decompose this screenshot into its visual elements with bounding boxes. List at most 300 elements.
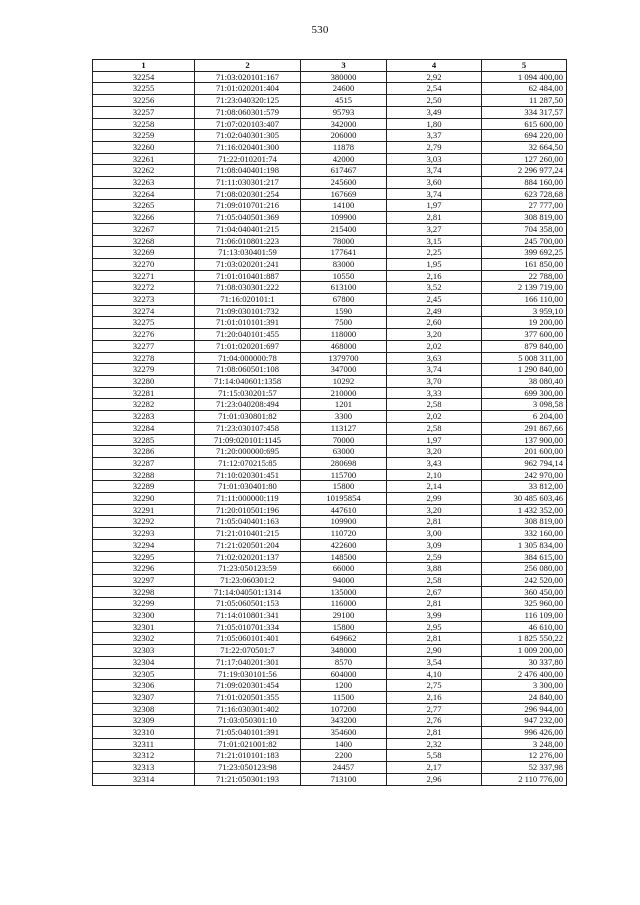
table-cell: 3,52 bbox=[387, 282, 482, 294]
table-row bbox=[93, 95, 567, 107]
table-cell: 30 485 603,46 bbox=[482, 493, 567, 505]
table-cell: 63000 bbox=[301, 446, 387, 458]
table-cell: 962 794,14 bbox=[482, 457, 567, 469]
table-cell: 399 692,25 bbox=[482, 247, 567, 259]
table-row bbox=[93, 773, 567, 785]
cadastral-value-table bbox=[92, 59, 567, 786]
table-cell: 704 358,00 bbox=[482, 223, 567, 235]
table-cell: 32305 bbox=[93, 668, 195, 680]
table-cell: 32293 bbox=[93, 528, 195, 540]
table-cell: 2 476 400,00 bbox=[482, 668, 567, 680]
table-cell: 71:07:020103:407 bbox=[195, 118, 301, 130]
table-cell: 2,32 bbox=[387, 738, 482, 750]
table-cell: 66000 bbox=[301, 563, 387, 575]
table-cell: 468000 bbox=[301, 340, 387, 352]
table-row bbox=[93, 106, 567, 118]
table-cell: 10292 bbox=[301, 375, 387, 387]
table-cell: 32 664,50 bbox=[482, 141, 567, 153]
table-cell: 14100 bbox=[301, 200, 387, 212]
table-cell: 2,81 bbox=[387, 598, 482, 610]
table-row bbox=[93, 762, 567, 774]
table-cell: 613100 bbox=[301, 282, 387, 294]
table-row bbox=[93, 691, 567, 703]
table-cell: 11878 bbox=[301, 141, 387, 153]
table-row bbox=[93, 270, 567, 282]
table-cell: 245600 bbox=[301, 177, 387, 189]
table-cell: 623 728,68 bbox=[482, 188, 567, 200]
table-cell: 71:05:060101:401 bbox=[195, 633, 301, 645]
table-row bbox=[93, 282, 567, 294]
table-cell: 3,74 bbox=[387, 364, 482, 376]
table-cell: 32258 bbox=[93, 118, 195, 130]
table-cell: 32255 bbox=[93, 83, 195, 95]
table-cell: 2,58 bbox=[387, 574, 482, 586]
table-row bbox=[93, 235, 567, 247]
table-cell: 2,59 bbox=[387, 551, 482, 563]
table-cell: 1 290 840,00 bbox=[482, 364, 567, 376]
table-cell: 32283 bbox=[93, 411, 195, 423]
table-cell: 94000 bbox=[301, 574, 387, 586]
table-cell: 3,20 bbox=[387, 329, 482, 341]
table-header-row bbox=[93, 60, 567, 72]
table-cell: 71:05:060501:153 bbox=[195, 598, 301, 610]
table-row bbox=[93, 223, 567, 235]
table-cell: 3,03 bbox=[387, 153, 482, 165]
table-cell: 5 008 311,00 bbox=[482, 352, 567, 364]
table-cell: 71:01:030801:82 bbox=[195, 411, 301, 423]
table-cell: 3,00 bbox=[387, 528, 482, 540]
table-cell: 71:03:020201:241 bbox=[195, 258, 301, 270]
table-cell: 71:08:020301:254 bbox=[195, 188, 301, 200]
table-cell: 135000 bbox=[301, 586, 387, 598]
table-cell: 377 600,00 bbox=[482, 329, 567, 341]
table-row bbox=[93, 750, 567, 762]
table-cell: 996 426,00 bbox=[482, 727, 567, 739]
table-cell: 116 109,00 bbox=[482, 610, 567, 622]
table-row bbox=[93, 258, 567, 270]
table-cell: 71:11:000000:119 bbox=[195, 493, 301, 505]
table-cell: 71:11:030301:217 bbox=[195, 177, 301, 189]
table-row bbox=[93, 574, 567, 586]
table-cell: 32306 bbox=[93, 680, 195, 692]
table-cell: 22 788,00 bbox=[482, 270, 567, 282]
table-cell: 617467 bbox=[301, 165, 387, 177]
table-cell: 2,16 bbox=[387, 270, 482, 282]
table-cell: 71:16:030301:402 bbox=[195, 703, 301, 715]
table-cell: 3,74 bbox=[387, 165, 482, 177]
table-cell: 32262 bbox=[93, 165, 195, 177]
table-cell: 71:21:010401:215 bbox=[195, 528, 301, 540]
table-row bbox=[93, 305, 567, 317]
table-cell: 71:04:040401:215 bbox=[195, 223, 301, 235]
table-cell: 71:14:010801:341 bbox=[195, 610, 301, 622]
table-row bbox=[93, 247, 567, 259]
table-cell: 71:08:060301:579 bbox=[195, 106, 301, 118]
table-cell: 2,67 bbox=[387, 586, 482, 598]
table-cell: 32310 bbox=[93, 727, 195, 739]
column-header: 1 bbox=[93, 60, 195, 72]
table-cell: 242 970,00 bbox=[482, 469, 567, 481]
table-cell: 8570 bbox=[301, 656, 387, 668]
table-cell: 3,54 bbox=[387, 656, 482, 668]
table-cell: 15800 bbox=[301, 621, 387, 633]
table-cell: 201 600,00 bbox=[482, 446, 567, 458]
table-cell: 245 700,00 bbox=[482, 235, 567, 247]
table-cell: 32291 bbox=[93, 504, 195, 516]
table-cell: 71:03:050301:10 bbox=[195, 715, 301, 727]
table-cell: 384 615,00 bbox=[482, 551, 567, 563]
table-cell: 2,25 bbox=[387, 247, 482, 259]
table-cell: 71:09:010701:216 bbox=[195, 200, 301, 212]
table-cell: 71:23:030107:458 bbox=[195, 422, 301, 434]
table-row bbox=[93, 399, 567, 411]
table-cell: 107200 bbox=[301, 703, 387, 715]
table-cell: 32285 bbox=[93, 434, 195, 446]
table-cell: 3,15 bbox=[387, 235, 482, 247]
table-row bbox=[93, 317, 567, 329]
table-cell: 649662 bbox=[301, 633, 387, 645]
table-cell: 242 520,00 bbox=[482, 574, 567, 586]
table-row bbox=[93, 457, 567, 469]
table-cell: 71:01:030401:80 bbox=[195, 481, 301, 493]
table-cell: 447610 bbox=[301, 504, 387, 516]
table-cell: 3,27 bbox=[387, 223, 482, 235]
table-cell: 713100 bbox=[301, 773, 387, 785]
table-cell: 2,49 bbox=[387, 305, 482, 317]
table-cell: 3,20 bbox=[387, 504, 482, 516]
table-cell: 1 009 200,00 bbox=[482, 645, 567, 657]
table-cell: 167669 bbox=[301, 188, 387, 200]
table-cell: 3,37 bbox=[387, 130, 482, 142]
table-cell: 32277 bbox=[93, 340, 195, 352]
table-cell: 71:04:000000:78 bbox=[195, 352, 301, 364]
table-cell: 1,97 bbox=[387, 434, 482, 446]
table-cell: 291 867,66 bbox=[482, 422, 567, 434]
table-cell: 71:19:030101:56 bbox=[195, 668, 301, 680]
table-cell: 348000 bbox=[301, 645, 387, 657]
table-cell: 32281 bbox=[93, 387, 195, 399]
table-cell: 5,58 bbox=[387, 750, 482, 762]
table-cell: 32301 bbox=[93, 621, 195, 633]
table-row bbox=[93, 212, 567, 224]
table-cell: 32314 bbox=[93, 773, 195, 785]
table-cell: 71:01:010401:887 bbox=[195, 270, 301, 282]
table-row bbox=[93, 656, 567, 668]
table-cell: 2,77 bbox=[387, 703, 482, 715]
table-cell: 32288 bbox=[93, 469, 195, 481]
table-cell: 32263 bbox=[93, 177, 195, 189]
table-cell: 71:01:020501:355 bbox=[195, 691, 301, 703]
table-cell: 71:08:040401:198 bbox=[195, 165, 301, 177]
table-cell: 422600 bbox=[301, 539, 387, 551]
table-row bbox=[93, 130, 567, 142]
table-cell: 32313 bbox=[93, 762, 195, 774]
table-cell: 38 080,40 bbox=[482, 375, 567, 387]
table-cell: 10195854 bbox=[301, 493, 387, 505]
table-cell: 109900 bbox=[301, 516, 387, 528]
table-cell: 2,45 bbox=[387, 294, 482, 306]
table-cell: 71:23:040320:125 bbox=[195, 95, 301, 107]
table-cell: 32276 bbox=[93, 329, 195, 341]
table-cell: 332 160,00 bbox=[482, 528, 567, 540]
table-cell: 2,76 bbox=[387, 715, 482, 727]
table-cell: 380000 bbox=[301, 71, 387, 83]
table-cell: 32282 bbox=[93, 399, 195, 411]
table-cell: 308 819,00 bbox=[482, 212, 567, 224]
table-cell: 6 204,00 bbox=[482, 411, 567, 423]
table-cell: 32312 bbox=[93, 750, 195, 762]
table-cell: 11500 bbox=[301, 691, 387, 703]
table-cell: 71:12:070215:85 bbox=[195, 457, 301, 469]
table-cell: 127 260,00 bbox=[482, 153, 567, 165]
table-cell: 71:10:020301:451 bbox=[195, 469, 301, 481]
table-cell: 206000 bbox=[301, 130, 387, 142]
table-cell: 2,99 bbox=[387, 493, 482, 505]
table-row bbox=[93, 528, 567, 540]
table-row bbox=[93, 177, 567, 189]
table-cell: 2,81 bbox=[387, 212, 482, 224]
table-cell: 3,20 bbox=[387, 446, 482, 458]
table-cell: 46 610,00 bbox=[482, 621, 567, 633]
table-cell: 71:05:010701:334 bbox=[195, 621, 301, 633]
table-cell: 71:09:020101:1145 bbox=[195, 434, 301, 446]
table-cell: 52 337,98 bbox=[482, 762, 567, 774]
table-cell: 19 200,00 bbox=[482, 317, 567, 329]
table-row bbox=[93, 610, 567, 622]
table-cell: 1 305 834,00 bbox=[482, 539, 567, 551]
table-cell: 308 819,00 bbox=[482, 516, 567, 528]
table-cell: 118000 bbox=[301, 329, 387, 341]
table-cell: 1 825 550,22 bbox=[482, 633, 567, 645]
table-row bbox=[93, 539, 567, 551]
table-cell: 32265 bbox=[93, 200, 195, 212]
table-row bbox=[93, 703, 567, 715]
table-cell: 210000 bbox=[301, 387, 387, 399]
table-cell: 2,60 bbox=[387, 317, 482, 329]
table-cell: 32261 bbox=[93, 153, 195, 165]
table-row bbox=[93, 621, 567, 633]
table-cell: 32272 bbox=[93, 282, 195, 294]
table-cell: 32295 bbox=[93, 551, 195, 563]
table-cell: 32270 bbox=[93, 258, 195, 270]
table-cell: 71:08:030301:222 bbox=[195, 282, 301, 294]
table-cell: 32273 bbox=[93, 294, 195, 306]
table-cell: 42000 bbox=[301, 153, 387, 165]
column-header: 3 bbox=[301, 60, 387, 72]
table-cell: 2,81 bbox=[387, 633, 482, 645]
table-cell: 10550 bbox=[301, 270, 387, 282]
table-cell: 3,43 bbox=[387, 457, 482, 469]
table-cell: 62 484,00 bbox=[482, 83, 567, 95]
table-cell: 347000 bbox=[301, 364, 387, 376]
column-header: 4 bbox=[387, 60, 482, 72]
table-row bbox=[93, 598, 567, 610]
table-cell: 32300 bbox=[93, 610, 195, 622]
table-row bbox=[93, 71, 567, 83]
table-cell: 32302 bbox=[93, 633, 195, 645]
page-number: 530 bbox=[311, 24, 329, 36]
table-cell: 884 160,00 bbox=[482, 177, 567, 189]
table-cell: 280698 bbox=[301, 457, 387, 469]
table-row bbox=[93, 200, 567, 212]
table-row bbox=[93, 645, 567, 657]
table-row bbox=[93, 165, 567, 177]
table-cell: 2,90 bbox=[387, 645, 482, 657]
table-cell: 161 850,00 bbox=[482, 258, 567, 270]
table-cell: 32290 bbox=[93, 493, 195, 505]
table-row bbox=[93, 563, 567, 575]
table-cell: 32294 bbox=[93, 539, 195, 551]
table-row bbox=[93, 188, 567, 200]
table-cell: 24600 bbox=[301, 83, 387, 95]
table-row bbox=[93, 586, 567, 598]
table-cell: 3,70 bbox=[387, 375, 482, 387]
table-cell: 1379700 bbox=[301, 352, 387, 364]
table-cell: 7500 bbox=[301, 317, 387, 329]
table-cell: 71:23:050123:98 bbox=[195, 762, 301, 774]
table-cell: 360 450,00 bbox=[482, 586, 567, 598]
table-cell: 30 337,80 bbox=[482, 656, 567, 668]
table-cell: 1201 bbox=[301, 399, 387, 411]
table-cell: 33 812,00 bbox=[482, 481, 567, 493]
table-row bbox=[93, 633, 567, 645]
table-cell: 2,95 bbox=[387, 621, 482, 633]
table-cell: 2,50 bbox=[387, 95, 482, 107]
table-row bbox=[93, 141, 567, 153]
table-cell: 148500 bbox=[301, 551, 387, 563]
table-cell: 32259 bbox=[93, 130, 195, 142]
table-cell: 1590 bbox=[301, 305, 387, 317]
column-header: 2 bbox=[195, 60, 301, 72]
table-cell: 4515 bbox=[301, 95, 387, 107]
table-cell: 71:09:020301:454 bbox=[195, 680, 301, 692]
table-cell: 177641 bbox=[301, 247, 387, 259]
table-cell: 3 248,00 bbox=[482, 738, 567, 750]
table-cell: 95793 bbox=[301, 106, 387, 118]
table-row bbox=[93, 153, 567, 165]
table-row bbox=[93, 516, 567, 528]
table-row bbox=[93, 504, 567, 516]
table-cell: 71:16:020101:1 bbox=[195, 294, 301, 306]
table-cell: 1,95 bbox=[387, 258, 482, 270]
table-row bbox=[93, 422, 567, 434]
table-cell: 2,58 bbox=[387, 399, 482, 411]
table-cell: 71:01:010101:391 bbox=[195, 317, 301, 329]
table-cell: 71:16:020401:300 bbox=[195, 141, 301, 153]
table-cell: 2 110 776,00 bbox=[482, 773, 567, 785]
table-cell: 110720 bbox=[301, 528, 387, 540]
table-cell: 694 220,00 bbox=[482, 130, 567, 142]
table-cell: 71:22:070501:7 bbox=[195, 645, 301, 657]
table-row bbox=[93, 680, 567, 692]
table-cell: 71:03:020101:167 bbox=[195, 71, 301, 83]
table-cell: 71:23:040208:494 bbox=[195, 399, 301, 411]
table-row bbox=[93, 352, 567, 364]
table-cell: 2,14 bbox=[387, 481, 482, 493]
table-cell: 29100 bbox=[301, 610, 387, 622]
table-cell: 2,81 bbox=[387, 727, 482, 739]
table-body bbox=[93, 71, 567, 785]
table-cell: 71:05:040101:391 bbox=[195, 727, 301, 739]
table-cell: 24 840,00 bbox=[482, 691, 567, 703]
table-cell: 3,99 bbox=[387, 610, 482, 622]
table-row bbox=[93, 375, 567, 387]
table-cell: 3300 bbox=[301, 411, 387, 423]
table-row bbox=[93, 387, 567, 399]
table-cell: 71:01:020201:697 bbox=[195, 340, 301, 352]
table-cell: 3 959,10 bbox=[482, 305, 567, 317]
table-cell: 2,02 bbox=[387, 340, 482, 352]
table-cell: 32307 bbox=[93, 691, 195, 703]
table-cell: 32257 bbox=[93, 106, 195, 118]
table-cell: 2,54 bbox=[387, 83, 482, 95]
table-cell: 109900 bbox=[301, 212, 387, 224]
table-row bbox=[93, 738, 567, 750]
table-cell: 15800 bbox=[301, 481, 387, 493]
table-cell: 32311 bbox=[93, 738, 195, 750]
table-cell: 32267 bbox=[93, 223, 195, 235]
table-cell: 11 287,50 bbox=[482, 95, 567, 107]
table-row bbox=[93, 118, 567, 130]
table-cell: 32296 bbox=[93, 563, 195, 575]
table-cell: 137 900,00 bbox=[482, 434, 567, 446]
table-cell: 113127 bbox=[301, 422, 387, 434]
table-cell: 615 600,00 bbox=[482, 118, 567, 130]
table-row bbox=[93, 434, 567, 446]
table-cell: 32299 bbox=[93, 598, 195, 610]
table-cell: 604000 bbox=[301, 668, 387, 680]
table-cell: 70000 bbox=[301, 434, 387, 446]
table-cell: 71:20:040101:455 bbox=[195, 329, 301, 341]
table-cell: 2,81 bbox=[387, 516, 482, 528]
table-cell: 3,74 bbox=[387, 188, 482, 200]
table-row bbox=[93, 294, 567, 306]
table-cell: 3,88 bbox=[387, 563, 482, 575]
table-cell: 32298 bbox=[93, 586, 195, 598]
table-cell: 32303 bbox=[93, 645, 195, 657]
table-cell: 32280 bbox=[93, 375, 195, 387]
table-row bbox=[93, 668, 567, 680]
table-cell: 32289 bbox=[93, 481, 195, 493]
table-cell: 32309 bbox=[93, 715, 195, 727]
table-cell: 32297 bbox=[93, 574, 195, 586]
table-cell: 3 300,00 bbox=[482, 680, 567, 692]
table-cell: 71:21:010101:183 bbox=[195, 750, 301, 762]
table-cell: 71:23:060301:2 bbox=[195, 574, 301, 586]
table-row bbox=[93, 446, 567, 458]
table-cell: 32256 bbox=[93, 95, 195, 107]
table-cell: 32266 bbox=[93, 212, 195, 224]
table-cell: 2,16 bbox=[387, 691, 482, 703]
table-cell: 343200 bbox=[301, 715, 387, 727]
table-cell: 2 296 977,24 bbox=[482, 165, 567, 177]
table-row bbox=[93, 715, 567, 727]
table-cell: 71:09:030101:732 bbox=[195, 305, 301, 317]
table-cell: 71:17:040201:301 bbox=[195, 656, 301, 668]
table-cell: 32304 bbox=[93, 656, 195, 668]
table-cell: 71:08:060501:108 bbox=[195, 364, 301, 376]
table-cell: 71:14:040601:1358 bbox=[195, 375, 301, 387]
table-cell: 32269 bbox=[93, 247, 195, 259]
table-row bbox=[93, 727, 567, 739]
table-cell: 879 840,00 bbox=[482, 340, 567, 352]
table-cell: 71:15:030201:57 bbox=[195, 387, 301, 399]
table-cell: 1,80 bbox=[387, 118, 482, 130]
table-cell: 67800 bbox=[301, 294, 387, 306]
table-cell: 2,10 bbox=[387, 469, 482, 481]
table-cell: 78000 bbox=[301, 235, 387, 247]
table-cell: 71:05:040401:163 bbox=[195, 516, 301, 528]
